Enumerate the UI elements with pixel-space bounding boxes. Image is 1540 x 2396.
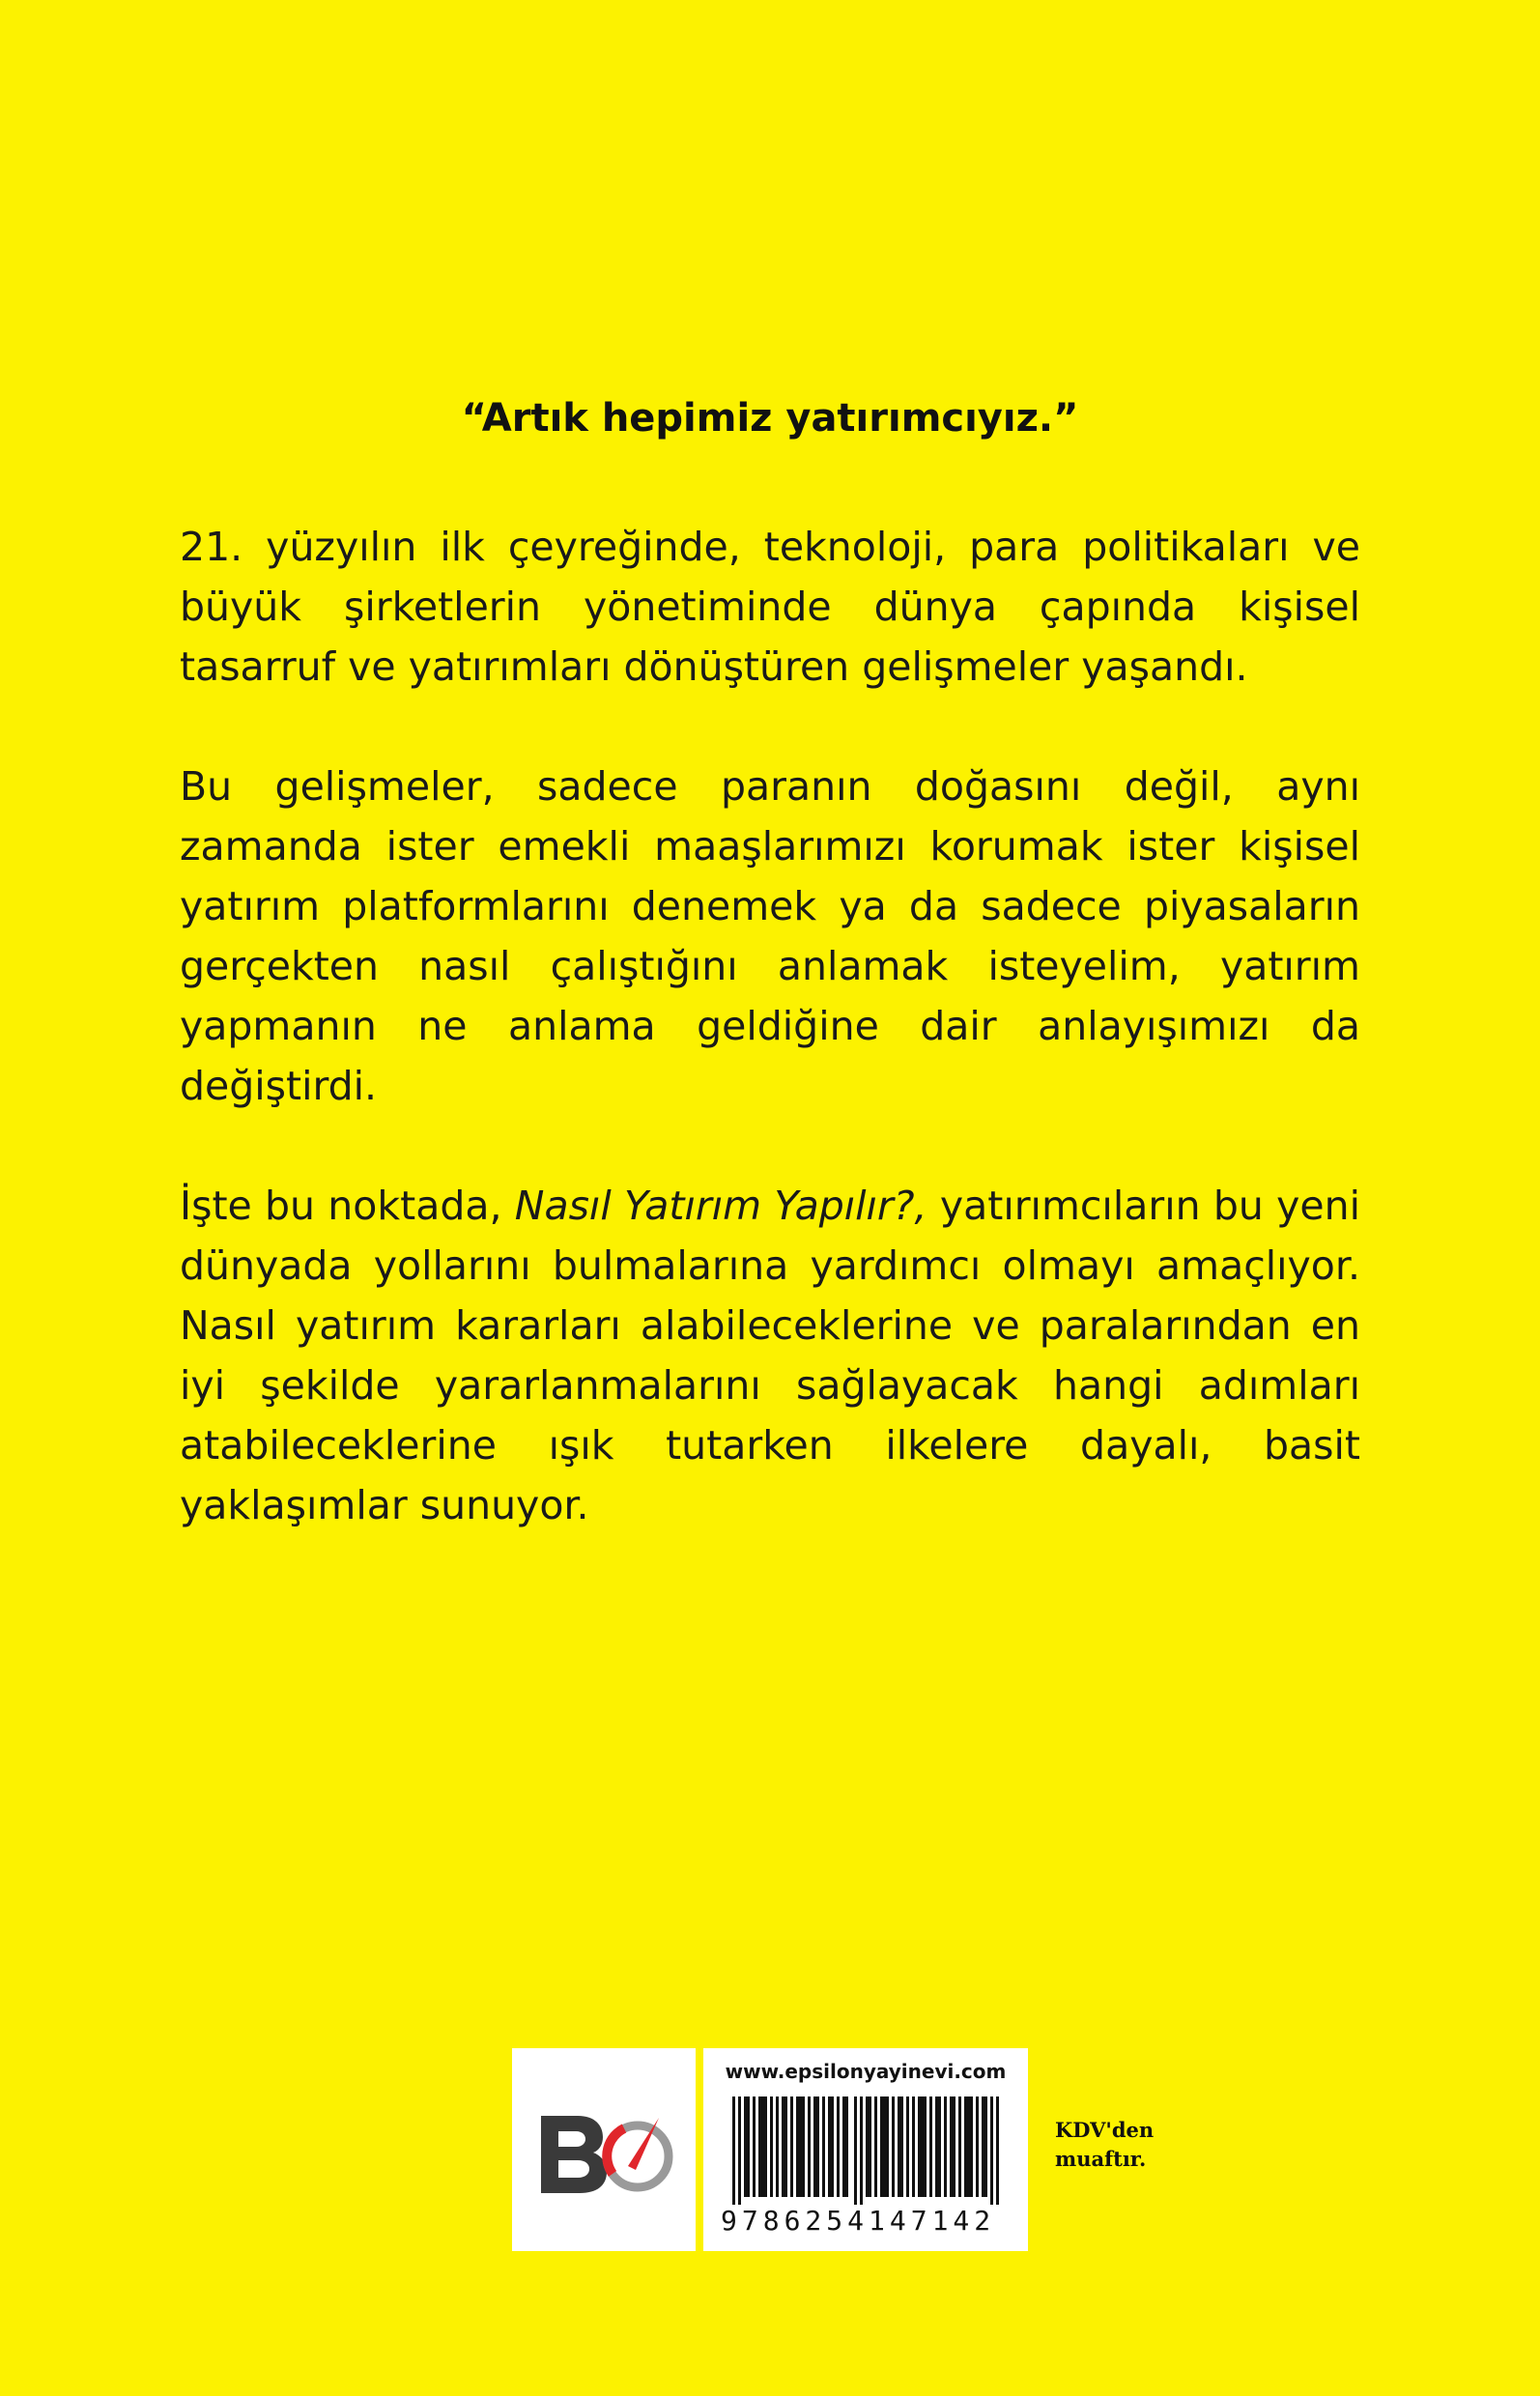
isbn-barcode-box bbox=[703, 2048, 1028, 2251]
isbn-number: 9786254147142 bbox=[721, 2205, 996, 2237]
publisher-website: www.epsilonyayinevi.com bbox=[725, 2060, 1007, 2083]
blurb-paragraph-1: 21. yüzyılın ilk çeyreğinde, teknoloji, para politikaları ve büyük şirketlerin yönetiminde dünya çapında kişisel tasarruf ve yatırımları dönüştüren gelişmeler yaşandı. bbox=[180, 524, 1360, 690]
blurb-paragraph-3 bbox=[180, 1176, 1360, 1535]
book-title-reference: Nasıl Yatırım Yapılır?, bbox=[514, 1183, 927, 1229]
blurb-text bbox=[180, 517, 1360, 1595]
headline-quote: “Artık hepimiz yatırımcıyız.” bbox=[461, 396, 1079, 441]
publisher-logo-icon bbox=[531, 2096, 676, 2203]
paragraph-3-rest: yatırımcıların bu yeni dünyada yollarını bulmalarına yardımcı olmayı amaçlıyor. Nasıl yatırım kararları alabileceklerine ve paralarından en iyi şekilde yararlanmalarını sağlayacak hangi adımları atabileceklerine ışık tutarken ilkelere dayalı, basit yaklaşımlar sunuyor. bbox=[180, 1183, 1360, 1528]
tax-exemption-note: KDV'den muaftır. bbox=[1055, 2118, 1155, 2171]
barcode-icon bbox=[732, 2096, 999, 2205]
paragraph-3-intro: İşte bu noktada, bbox=[180, 1183, 515, 1229]
publisher-logo-box bbox=[512, 2048, 696, 2251]
blurb-paragraph-2: Bu gelişmeler, sadece paranın doğasını değil, aynı zamanda ister emekli maaşlarımızı korumak ister kişisel yatırım platformlarını denemek ya da sadece piyasaların gerçekten nasıl çalıştığını anlamak isteyelim, yatırım yapmanın ne anlama geldiğine dair anlayışımızı da değiştirdi. bbox=[180, 763, 1360, 1109]
